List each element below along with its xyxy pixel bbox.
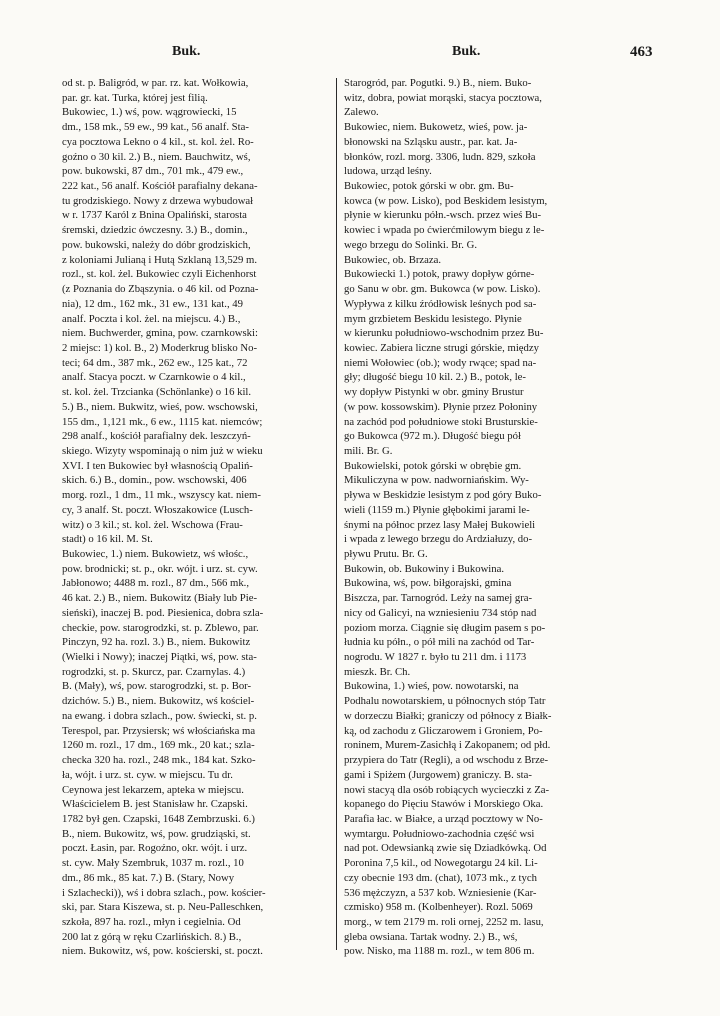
text-line: śnymi na północ przez lasy Małej Bukowieli [344,518,536,531]
text-line: poczt. Łasin, par. Rogoźno, okr. wójt. i urz. [62,842,248,855]
text-line: Jabłonowo; 4488 m. rozl., 87 dm., 566 mk., [62,577,250,590]
text-line: dm., 86 mk., 85 kat. 7.) B. (Stary, Nowy [62,871,235,884]
text-line: 200 lat z górą w ręku Czarlińskich. 8.) B., [62,930,242,943]
text-line: nad pot. Odewsianką zwie się Dziadkówką. Od [344,842,547,855]
text-line: mili. Br. G. [344,444,393,457]
text-line: nowi stacyą dla osób robiących wycieczki z Za- [344,783,550,796]
text-line: Bukowina, 1.) wieś, pow. nowotarski, na [344,680,519,693]
text-line: checkie, pow. starogrodzki, st. p. Zblewo, par. [62,621,259,634]
text-line: Parafia łac. w Białce, a urząd pocztowy w No- [344,812,543,825]
text-line: Terespol, par. Przysiersk; wś włościańska ma [62,724,256,737]
text-line: błonowski na Szląsku austr., par. kat. Ja- [344,135,518,148]
text-line: analf. Poczta i kol. żel. na miejscu. 4.) B., [62,312,241,325]
text-line: przypiera do Tatr (Regli), a od wschodu z Brze- [344,754,549,767]
text-line: 155 dm., 1,121 mk., 6 ew., 1115 kat. niemców; [62,415,263,428]
text-line: pow. brodnicki; st. p., okr. wójt. i urz. st. cyw. [62,562,258,575]
text-line: (w pow. kossowskim). Płynie przez Połoniny [344,400,538,413]
text-line: od st. p. Baligród, w par. rz. kat. Wołkowia, [62,77,249,89]
text-line: mieszk. Br. Ch. [344,665,411,678]
text-line: checka 320 ha. rozl., 248 mk., 184 kat. Szko- [62,754,256,767]
text-line: skich. 6.) B., domin., pow. wschowski, 406 [62,474,247,487]
text-line: nia), 12 dm., 162 mk., 31 ew., 131 kat., 49 [62,297,243,310]
text-line: kowiec i wpada po ćwierćmilowym biegu z le- [344,224,545,237]
text-line: dm., 158 mk., 59 ew., 99 kat., 56 analf. Sta- [62,121,249,134]
text-line: B., niem. Bukowitz, wś, pow. grudziąski, st. [62,827,251,840]
text-line: 1782 był gen. Czapski, 1648 Zembrzuski. 6.) [62,812,255,825]
text-line: 5.) B., niem. Bukwitz, wieś, pow. wschowski, [62,400,258,413]
text-line: kowca (w pow. Lisko), pod Beskidem lesistym, [344,194,548,207]
text-line: z koloniami Julianą i Hutą Szklaną 13,529 m. [62,253,258,266]
right-column [344,76,617,959]
text-line: ła, wójt. i urz. st. cyw. w miejscu. Tu dr. [62,768,233,781]
running-header-left: Buk. [172,44,201,59]
text-line: na ewang. i dobra szlach., pow. świecki, st. p. [62,709,257,722]
text-line: 2 miejsc: 1) kol. B., 2) Moderkrug blisko No- [62,341,258,354]
page-number: 463 [630,44,653,60]
text-line: 298 analf., kościół parafialny dek. leszczyń- [62,430,251,443]
text-line: (Wielki i Nowy); inaczej Piątki, wś, pow. sta- [62,651,257,664]
text-line: ludowa, urząd leśny. [344,165,432,178]
text-line: rozl., st. kol. żel. Bukowiec czyli Eichenhorst [62,268,257,281]
text-line: st. cyw. Mały Szembruk, 1037 m. rozl., 10 [62,857,244,870]
text-line: Bukowiec, 1.) niem. Bukowietz, wś włośc., [62,548,249,560]
text-line: nicy od Galicyi, na wzniesieniu 734 stóp nad [344,606,537,619]
text-line: sieński), inaczej B. pod. Piesienica, dobra szla- [62,606,264,619]
text-line: kopanego do Pięciu Stawów i Morskiego Oka. [344,798,544,811]
text-line: i wpada z lewego brzegu do Ardziałuzy, do- [344,533,533,546]
text-line: cya pocztowa Lekno o 4 kil., st. kol. żel. Ro- [62,135,254,148]
text-line: w kierunku południowo-wschodnim przez Bu- [344,327,544,340]
text-line: w dorzeczu Białki; graniczy od północy z Białk- [344,709,552,722]
text-line: śremski, dziedzic ówczesny. 3.) B., domin., [62,224,248,237]
text-line: poziom morza. Ciągnie się długim pasem s po- [344,621,546,634]
text-line: witz) o 3 kil.; st. kol. żel. Wschowa (Frau- [62,518,243,531]
text-line: go Bukowca (972 m.). Długość biegu pół [344,430,521,443]
text-line: w r. 1737 Karól z Bnina Opaliński, starosta [62,209,247,222]
text-line: Mikuliczyna w pow. nadworniańskim. Wy- [344,474,529,487]
text-line: pow. bukowski, należy do dóbr grodziskich, [62,238,251,251]
text-line: roninem, Murem-Zasichłą i Zakopanem; od płd. [344,739,551,752]
text-line: tu grodziskiego. Nowy z drzewa wybudował [62,194,254,207]
text-line: czy obecnie 193 dm. (chat), 1073 mk., z tych [344,871,537,884]
text-line: ką, od zachodu z Gliczarowem i Groniem, Po- [344,724,543,737]
text-line: wymtargu. Południowo-zachodnia część wsi [344,827,535,840]
text-line: ski, par. Stara Kiszewa, st. p. Neu-Palleschken, [62,901,264,914]
text-line: Zalewo. [344,106,379,119]
text-line: niem. Buchwerder, gmina, pow. czarnkowski: [62,327,258,340]
text-line: pływu Prutu. Br. G. [344,548,428,560]
text-line: stadt) o 16 kil. M. St. [62,533,153,546]
text-line: Starogród, par. Pogutki. 9.) B., niem. Buko- [344,77,532,89]
text-line: witz, dobra, powiat morąski, stacya pocztowa, [344,91,542,104]
text-line: płynie w kierunku półn.-wsch. przez wieś Bu- [344,209,542,222]
text-line: Bukowiec, 1.) wś, pow. wągrowiecki, 15 [62,106,237,119]
text-line: morg. rozl., 1 dm., 11 mk., wszyscy kat. niem- [62,489,261,502]
text-line: wy dopływ Pistynki w obr. gminy Brustur [344,386,524,399]
text-line: goźno o 30 kil. 2.) B., niem. Bauchwitz, wś, [62,150,251,163]
text-line: niem. Bukowitz, wś, pow. kościerski, st. poczt. [62,945,263,958]
text-line: XVI. I ten Bukowiec był własnością Opaliń- [62,459,253,472]
text-line: kowiec. Zabiera liczne strugi górskie, między [344,341,539,354]
text-line: go Sanu w obr. gm. Bukowca (w pow. Lisko). [344,283,541,296]
text-line: cy, 3 analf. St. poczt. Włoszakowice (Lusch- [62,503,253,516]
text-line: Bukowielski, potok górski w obrębie gm. [344,459,522,472]
text-line: Bukowiecki 1.) potok, prawy dopływ górne- [344,268,535,281]
text-line: pływa w Beskidzie lesistym z pod góry Buko- [344,489,542,502]
text-line: wego brzegu do Solinki. Br. G. [344,238,477,251]
text-line: skiego. Wizyty wspominają o nim już w wieku [62,444,263,457]
text-line: Bukowin, ob. Bukowiny i Bukowina. [344,562,505,575]
text-line: nogrodu. W 1827 r. było tu 211 dm. i 1173 [344,651,527,664]
text-line: gami i Spiżem (Jurgowem) graniczy. B. sta- [344,768,532,781]
text-line: rogrodzki, st. p. Skurcz, par. Czarnylas. 4.) [62,665,246,678]
text-line: Wypływa z kilku źródłowisk leśnych pod sa- [344,297,537,310]
text-line: Bukowiec, niem. Bukowetz, wieś, pow. ja- [344,121,528,134]
text-line: Pinczyn, 92 ha. rozl. 3.) B., niem. Bukowitz [62,636,251,649]
text-line: teci; 64 dm., 387 mk., 262 ew., 125 kat., 72 [62,356,248,369]
text-line: Bukowiec, potok górski w obr. gm. Bu- [344,180,514,193]
text-line: Poronina 7,5 kil., od Nowegotargu 24 kil. Li- [344,857,538,870]
text-line: gły; długość biegu 10 kil. 2.) B., potok, le- [344,371,526,384]
text-line: i Szlachecki)), wś i dobra szlach., pow. kościer- [62,886,266,899]
text-line: niemi Wołowiec (ob.); wody rwące; spad na- [344,356,537,369]
text-line: 222 kat., 56 analf. Kościół parafialny dekana- [62,180,258,193]
text-line: Biszcza, par. Tarnogród. Leży na samej gra- [344,592,533,605]
text-line: 536 mężczyzn, a 537 kob. Wzniesienie (Kar- [344,886,537,899]
text-line: st. kol. żel. Trzcianka (Schönlanke) o 16 kil. [62,386,252,399]
text-line: wieli (1159 m.) Płynie głębokimi jarami le- [344,503,530,516]
text-line: Bukowina, wś, pow. biłgorajski, gmina [344,577,512,590]
text-line: gleba owsiana. Tartak wodny. 2.) B., wś, [344,930,518,943]
text-line: 46 kat. 2.) B., niem. Bukowitz (Biały lub Pie- [62,592,258,605]
text-line: 1260 m. rozl., 17 dm., 169 mk., 20 kat.; szla- [62,739,255,752]
text-line: dzichów. 5.) B., niem. Bukowitz, wś kościel- [62,695,255,708]
text-line: pow. Nisko, ma 1188 m. rozl., w tem 806 m. [344,945,535,958]
text-line: morg., w tem 2179 m. roli ornej, 2252 m. lasu, [344,915,544,928]
text-line: Bukowiec, ob. Brzaza. [344,253,442,266]
text-line: Ceynowa jest lekarzem, apteka w miejscu. [62,783,244,796]
column-divider [336,78,337,950]
text-line: Podhalu nowotarskiem, u północnych stóp Tatr [344,695,546,708]
text-line: par. gr. kat. Turka, której jest filią. [62,91,208,104]
text-line: czmisko) 958 m. (Kolbenheyer). Rozl. 5069 [344,901,533,914]
text-line: na zachód pod południowe stoki Brusturskie- [344,415,538,428]
text-line: Właścicielem B. jest Stanisław hr. Czapski. [62,798,248,811]
text-line: błonków, rozl. morg. 3306, ludn. 829, szkoła [344,150,536,163]
text-line: łudnia ku półn., o pół mili na zachód od Tar- [344,636,535,649]
text-line: analf. Stacya poczt. w Czarnkowie o 4 kil., [62,371,246,384]
running-header-center: Buk. [452,44,481,59]
left-column [62,76,335,959]
text-line: B. (Mały), wś, pow. starogrodzki, st. p. Bor- [62,680,252,693]
text-line: szkoła, 897 ha. rozl., młyn i cegielnia. Od [62,915,241,928]
text-line: pow. bukowski, 87 dm., 701 mk., 479 ew., [62,165,244,178]
text-line: mym grzbietem Beskidu lesistego. Płynie [344,312,522,325]
text-line: (z Poznania do Zbąszynia. o 46 kil. od Pozna- [62,283,259,296]
